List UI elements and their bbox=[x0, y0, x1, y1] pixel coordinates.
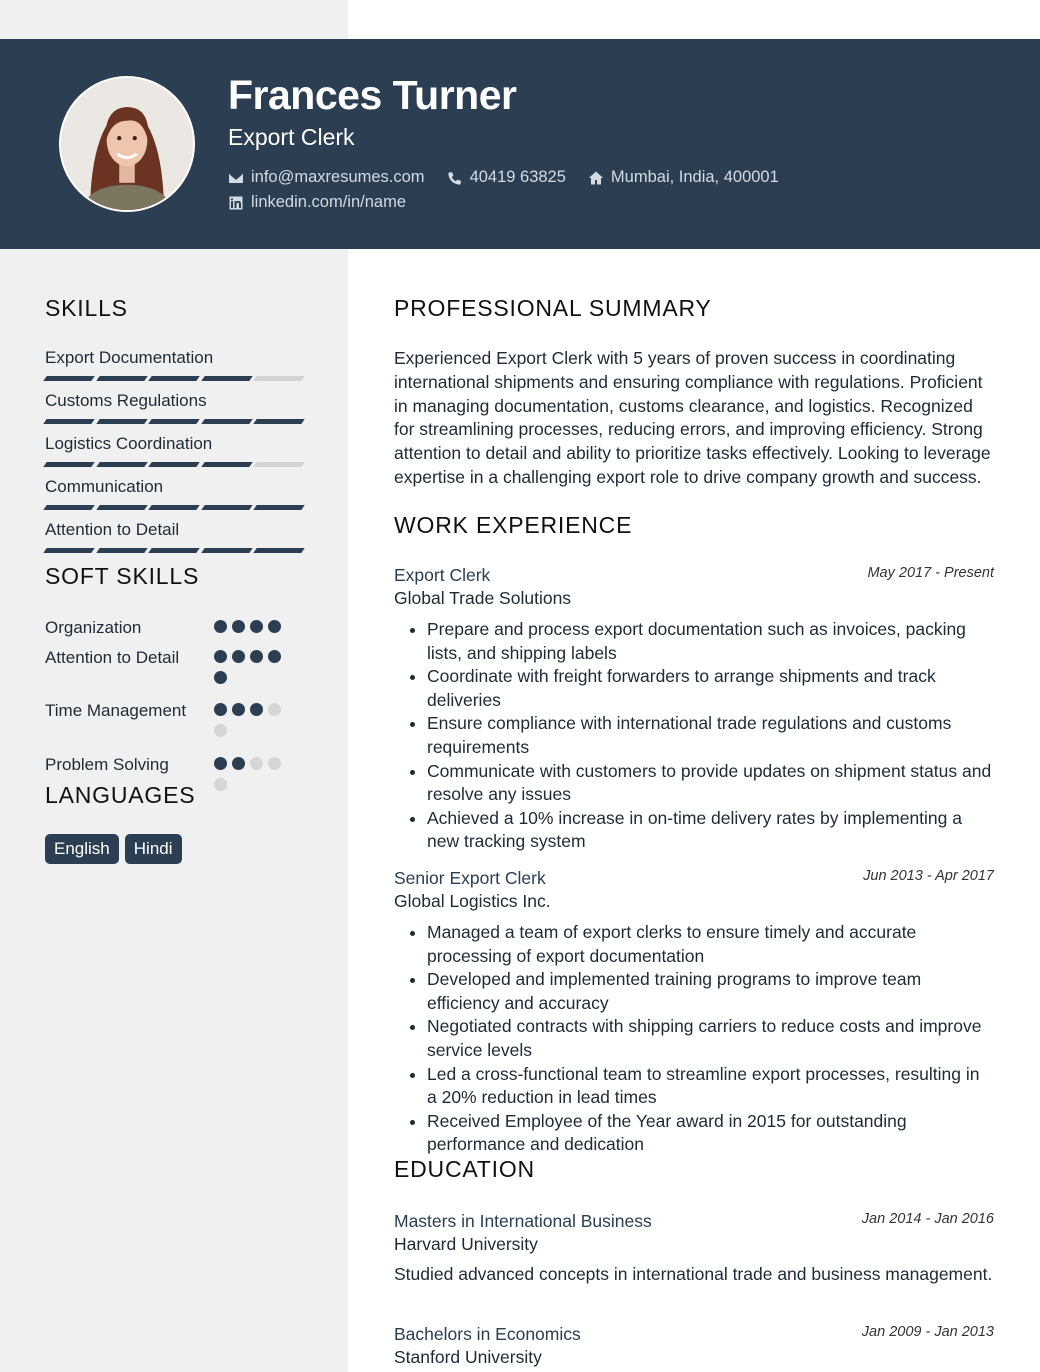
skill-level-segment bbox=[201, 419, 252, 424]
contact-email[interactable] bbox=[228, 168, 425, 187]
rating-dot bbox=[250, 650, 263, 663]
job-bullets bbox=[394, 618, 994, 854]
phone-icon bbox=[447, 170, 463, 186]
soft-skill-item bbox=[45, 753, 305, 776]
skill-label: Communication bbox=[45, 477, 164, 496]
rating-dot bbox=[232, 650, 245, 663]
job-entry-title: Senior Export Clerk bbox=[394, 868, 546, 888]
email-text: info@maxresumes.com bbox=[251, 168, 425, 186]
job-bullet: • Communicate with customers to provide updates on shipment status and resolve any issues bbox=[427, 760, 994, 807]
soft-skill-rating bbox=[214, 703, 286, 737]
skill-level-segment bbox=[96, 548, 147, 553]
job-bullet: • Coordinate with freight forwarders to arrange shipments and track deliveries bbox=[427, 665, 994, 712]
soft-skill-label: Problem Solving bbox=[45, 755, 169, 774]
education-description: Studied advanced concepts in international trade and business management. bbox=[394, 1264, 993, 1284]
skill-level-segment bbox=[96, 505, 147, 510]
candidate-name: Frances Turner bbox=[228, 72, 517, 118]
education-school: Harvard University bbox=[394, 1234, 538, 1254]
language-tag: English bbox=[45, 834, 119, 864]
education-degree: Bachelors in Economics bbox=[394, 1324, 581, 1344]
rating-dot bbox=[268, 650, 281, 663]
soft-skill-label: Time Management bbox=[45, 701, 187, 720]
education-degree: Masters in International Business bbox=[394, 1211, 652, 1231]
skill-item bbox=[45, 348, 303, 381]
languages-heading: LANGUAGES bbox=[45, 782, 196, 808]
languages-list bbox=[45, 834, 182, 864]
linkedin-icon bbox=[228, 195, 244, 211]
skill-item bbox=[45, 391, 303, 424]
soft-skill-label: Attention to Detail bbox=[45, 648, 180, 667]
job-entry-date: May 2017 - Present bbox=[867, 565, 994, 581]
skill-level-segment bbox=[254, 462, 305, 467]
skills-heading: SKILLS bbox=[45, 295, 128, 321]
envelope-icon bbox=[228, 170, 244, 186]
skill-level-segment bbox=[148, 505, 199, 510]
rating-dot bbox=[214, 757, 227, 770]
job-bullet: • Managed a team of export clerks to ensure timely and accurate processing of export documentation bbox=[427, 921, 994, 968]
profile-photo bbox=[61, 78, 193, 210]
skill-level-bar bbox=[45, 462, 303, 467]
skill-level-segment bbox=[254, 376, 305, 381]
soft-skill-rating bbox=[214, 650, 286, 684]
skill-level-segment bbox=[43, 462, 94, 467]
skill-level-segment bbox=[43, 548, 94, 553]
rating-dot bbox=[232, 703, 245, 716]
rating-dot bbox=[214, 650, 227, 663]
soft-skill-label: Organization bbox=[45, 618, 142, 637]
phone-text: 40419 63825 bbox=[469, 168, 566, 186]
header-banner bbox=[0, 39, 1040, 249]
contact-address bbox=[588, 168, 779, 187]
contact-row bbox=[228, 168, 779, 187]
skill-level-segment bbox=[201, 548, 252, 553]
soft-skill-item bbox=[45, 646, 305, 669]
rating-dot bbox=[214, 620, 227, 633]
rating-dot bbox=[214, 778, 227, 791]
contact-row-2 bbox=[228, 193, 406, 212]
skill-level-segment bbox=[96, 376, 147, 381]
skill-level-segment bbox=[148, 419, 199, 424]
experience-heading: WORK EXPERIENCE bbox=[394, 512, 633, 538]
job-bullet: • Developed and implemented training programs to improve team efficiency and accuracy bbox=[427, 968, 994, 1015]
rating-dot bbox=[268, 757, 281, 770]
rating-dot bbox=[250, 757, 263, 770]
skill-level-segment bbox=[96, 419, 147, 424]
soft-skill-item bbox=[45, 616, 305, 639]
skill-label: Logistics Coordination bbox=[45, 434, 213, 453]
skill-level-segment bbox=[148, 376, 199, 381]
skill-item bbox=[45, 434, 303, 467]
linkedin-text: linkedin.com/in/name bbox=[251, 193, 406, 211]
skill-item bbox=[45, 520, 303, 553]
rating-dot bbox=[214, 703, 227, 716]
skill-label: Attention to Detail bbox=[45, 520, 180, 539]
skill-level-segment bbox=[201, 462, 252, 467]
skill-level-bar bbox=[45, 548, 303, 553]
job-bullet: • Ensure compliance with international trade regulations and customs requirements bbox=[427, 712, 994, 759]
soft-skill-rating bbox=[214, 620, 286, 633]
job-entry-company: Global Logistics Inc. bbox=[394, 891, 551, 911]
language-tag: Hindi bbox=[125, 834, 182, 864]
soft-skill-rating bbox=[214, 757, 286, 791]
job-bullet: • Prepare and process export documentation such as invoices, packing lists, and shipping labels bbox=[427, 618, 994, 665]
skill-level-segment bbox=[43, 505, 94, 510]
education-date: Jan 2009 - Jan 2013 bbox=[861, 1324, 994, 1340]
job-entry-date: Jun 2013 - Apr 2017 bbox=[863, 868, 994, 884]
job-bullet: • Negotiated contracts with shipping carriers to reduce costs and improve service levels bbox=[427, 1015, 994, 1062]
job-bullet: • Led a cross-functional team to streamline export processes, resulting in a 20% reduction in lead times bbox=[427, 1063, 994, 1110]
job-bullet: • Achieved a 10% increase in on-time delivery rates by implementing a new tracking system bbox=[427, 807, 994, 854]
skill-level-bar bbox=[45, 376, 303, 381]
rating-dot bbox=[268, 620, 281, 633]
education-entry bbox=[394, 1211, 994, 1287]
skill-level-segment bbox=[201, 505, 252, 510]
avatar bbox=[59, 76, 195, 212]
address-text: Mumbai, India, 400001 bbox=[610, 168, 779, 186]
job-entry bbox=[394, 868, 994, 1157]
contact-phone[interactable] bbox=[447, 168, 566, 187]
rating-dot bbox=[268, 703, 281, 716]
rating-dot bbox=[214, 671, 227, 684]
skill-level-segment bbox=[43, 376, 94, 381]
soft-skills-heading: SOFT SKILLS bbox=[45, 563, 200, 589]
rating-dot bbox=[214, 724, 227, 737]
job-entry bbox=[394, 565, 994, 854]
home-icon bbox=[588, 170, 604, 186]
education-date: Jan 2014 - Jan 2016 bbox=[861, 1211, 994, 1227]
summary-heading: PROFESSIONAL SUMMARY bbox=[394, 295, 712, 321]
education-heading: EDUCATION bbox=[394, 1156, 535, 1182]
skill-level-segment bbox=[96, 462, 147, 467]
job-bullet: • Received Employee of the Year award in 2015 for outstanding performance and dedication bbox=[427, 1110, 994, 1157]
rating-dot bbox=[232, 757, 245, 770]
rating-dot bbox=[232, 620, 245, 633]
skill-level-segment bbox=[254, 419, 305, 424]
skill-level-segment bbox=[148, 462, 199, 467]
skill-level-segment bbox=[148, 548, 199, 553]
job-title: Export Clerk bbox=[228, 124, 355, 150]
skill-label: Customs Regulations bbox=[45, 391, 207, 410]
job-bullets bbox=[394, 921, 994, 1157]
job-entry-title: Export Clerk bbox=[394, 565, 491, 585]
skill-level-segment bbox=[254, 505, 305, 510]
job-entry-company: Global Trade Solutions bbox=[394, 588, 572, 608]
contact-linkedin[interactable] bbox=[228, 193, 406, 212]
education-school: Stanford University bbox=[394, 1347, 542, 1367]
soft-skill-item bbox=[45, 699, 305, 722]
skill-level-bar bbox=[45, 419, 303, 424]
rating-dot bbox=[250, 703, 263, 716]
skill-level-bar bbox=[45, 505, 303, 510]
skill-label: Export Documentation bbox=[45, 348, 214, 367]
skill-item bbox=[45, 477, 303, 510]
rating-dot bbox=[250, 620, 263, 633]
skill-level-segment bbox=[43, 419, 94, 424]
education-entry bbox=[394, 1324, 994, 1368]
skill-level-segment bbox=[254, 548, 305, 553]
summary-text: Experienced Export Clerk with 5 years of proven success in coordinating international shipments and ensuring compliance with regulations. Proficient in managing documentation, customs clearance, and logistics. Recognized for streamlining processes, reducing errors, and improving efficiency. Strong attention to detail and ability to prioritize tasks effectively. Looking to leverage expertise in a challenging export role to drive company growth and success. bbox=[394, 348, 991, 487]
skill-level-segment bbox=[201, 376, 252, 381]
